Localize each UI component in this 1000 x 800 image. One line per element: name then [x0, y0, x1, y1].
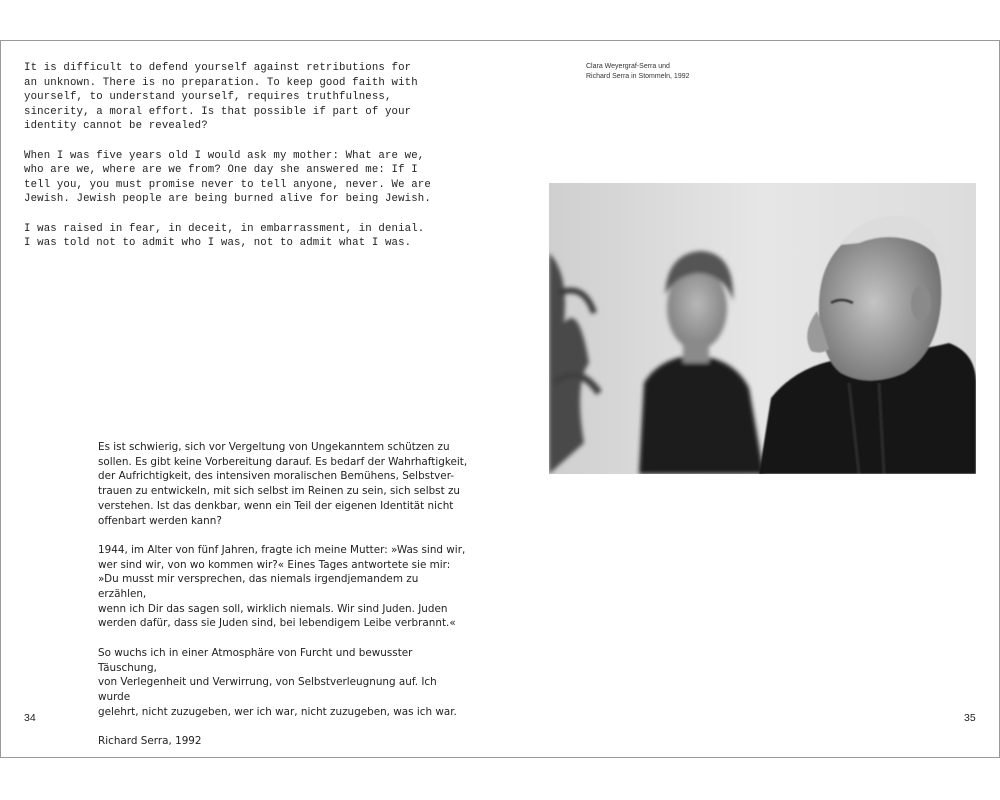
author-signature: Richard Serra, 1992	[98, 735, 202, 748]
german-paragraph: Es ist schwierig, sich vor Vergeltung von Ungekanntem schützen zu sollen. Es gibt keine Vorbereitung darauf. Es bedarf der Wahrhaftigkeit, der Aufrichtigkeit, des intensiven moralischen Bemühens, Selbstver- trauen zu entwickeln, mit sich selbst im Reinen zu sein, sich selbst zu verstehen. Ist das denkbar, wenn ein Teil der eigenen Identität nicht offenbart werden kann?	[98, 441, 468, 527]
english-paragraph: I was raised in fear, in deceit, in embarrassment, in denial. I was told not to admit who I was, not to admit what I was.	[24, 222, 425, 250]
photo-caption: Clara Weyergraf-Serra und Richard Serra in Stommeln, 1992	[586, 63, 690, 80]
german-text-block	[98, 440, 468, 763]
english-paragraph: When I was five years old I would ask my mother: What are we, who are we, where are we from? One day she answered me: If I tell you, you must promise never to tell anyone, never. We are Jewish. Jewish people are being burned alive for being Jewish.	[24, 149, 431, 206]
german-paragraph: 1944, im Alter von fünf Jahren, fragte ich meine Mutter: »Was sind wir, wer sind wir, von wo kommen wir?« Eines Tages antwortete sie mir: »Du musst mir versprechen, das niemals irgendjemandem zu erzählen, wenn ich Dir das sagen soll, wirklich niemals. Wir sind Juden. Juden werden dafür, dass sie Juden sind, bei lebendigem Leibe verbrannt.«	[98, 543, 466, 630]
english-text-block	[24, 61, 454, 265]
page-number-right: 35	[964, 712, 976, 724]
page-number-left: 34	[24, 712, 36, 724]
portrait-photo	[549, 183, 976, 474]
english-paragraph: It is difficult to defend yourself against retributions for an unknown. There is no preparation. To keep good faith with yourself, to understand yourself, requires truthfulness, sincerity, a moral effort. Is that possible if part of your identity cannot be revealed?	[24, 62, 418, 133]
german-paragraph: So wuchs ich in einer Atmosphäre von Furcht und bewusster Täuschung, von Verlegenheit und Verwirrung, von Selbstverleugnung auf. Ich wurde gelehrt, nicht zuzugeben, wer ich war, nicht zuzugeben, was ich war.	[98, 646, 457, 718]
